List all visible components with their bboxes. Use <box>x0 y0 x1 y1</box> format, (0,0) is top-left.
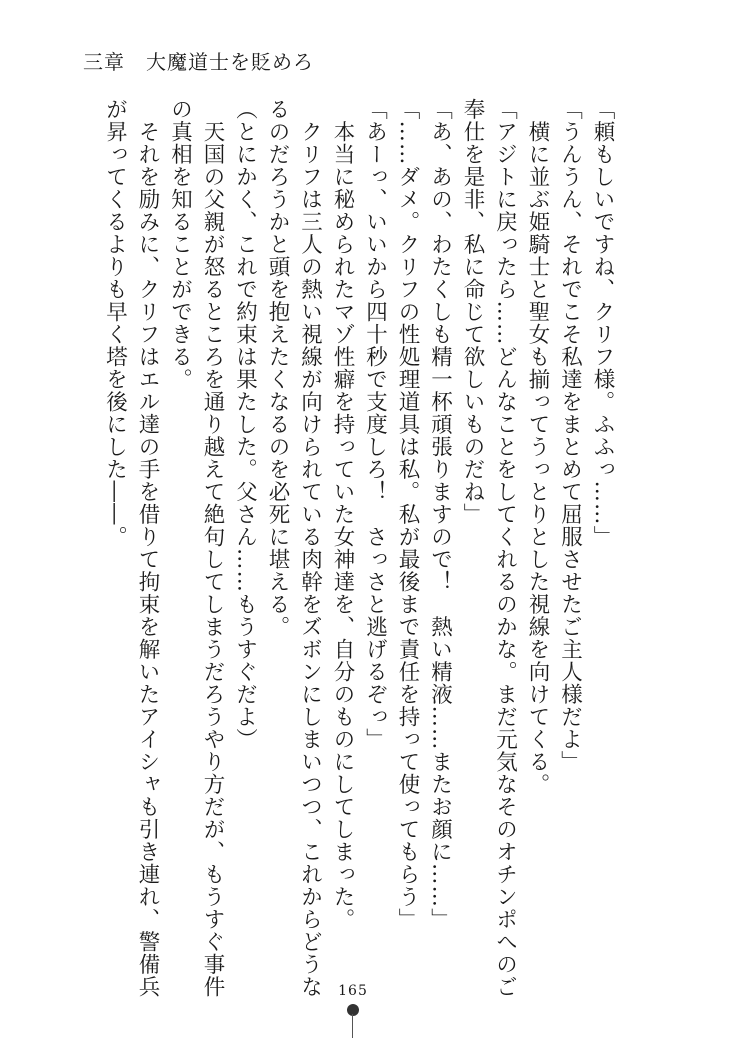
text-line: 「アジトに戻ったら……どんなことをしてくれるのかな。まだ元気なそのオチンポへのご <box>492 98 518 998</box>
text-line: 横に並ぶ姫騎士と聖女も揃ってうっとりとした視線を向けてくる。 <box>525 98 550 796</box>
text-line: 「うんうん、それでこそ私達をまとめて屈服させたご主人様だよ」 <box>557 98 583 773</box>
text-line: が昇ってくるよりも早く塔を後にした――。 <box>102 98 128 548</box>
page-number: 165 <box>338 983 368 999</box>
text-line: （とにかく、これで約束は果たした。父さん……もうすぐだよ） <box>232 98 258 751</box>
text-line: 「あ、あの、わたくしも精一杯頑張りますので！ 熱い精液……またお顔に……」 <box>427 98 453 931</box>
text-line: の真相を知ることができる。 <box>167 98 193 391</box>
text-line: るのだろうかと頭を抱えたくなるのを必死に堪える。 <box>265 98 290 638</box>
ornament-stem <box>352 1014 353 1038</box>
text-line: クリフは三人の熱い視線が向けられている肉幹をズボンにしまいつつ、これからどうな <box>297 98 323 998</box>
text-line: 「……ダメ。クリフの性処理道具は私。私が最後まで責任を持って使ってもらう」 <box>395 98 420 931</box>
page-ornament <box>346 1004 360 1038</box>
text-line: 「頼もしいですね、クリフ様。ふふっ……」 <box>590 98 615 548</box>
ornament-dot-icon <box>347 1004 359 1016</box>
text-line: 奉仕を是非、私に命じて欲しいものだね」 <box>460 98 485 526</box>
chapter-header: 三章 大魔道士を貶めろ <box>83 50 314 74</box>
text-line: 天国の父親が怒るところを通り越えて絶句してしまうだろうやり方だが、もうすぐ事件 <box>200 98 225 998</box>
text-line: それを励みに、クリフはエル達の手を借りて拘束を解いたアイシャも引き連れ、警備兵 <box>135 98 160 998</box>
text-line: 「あーっ、いいから四十秒で支度しろ！ さっさと逃げるぞっ」 <box>362 98 388 751</box>
text-line: 本当に秘められたマゾ性癖を持っていた女神達を、自分のものにしてしまった。 <box>330 98 355 931</box>
